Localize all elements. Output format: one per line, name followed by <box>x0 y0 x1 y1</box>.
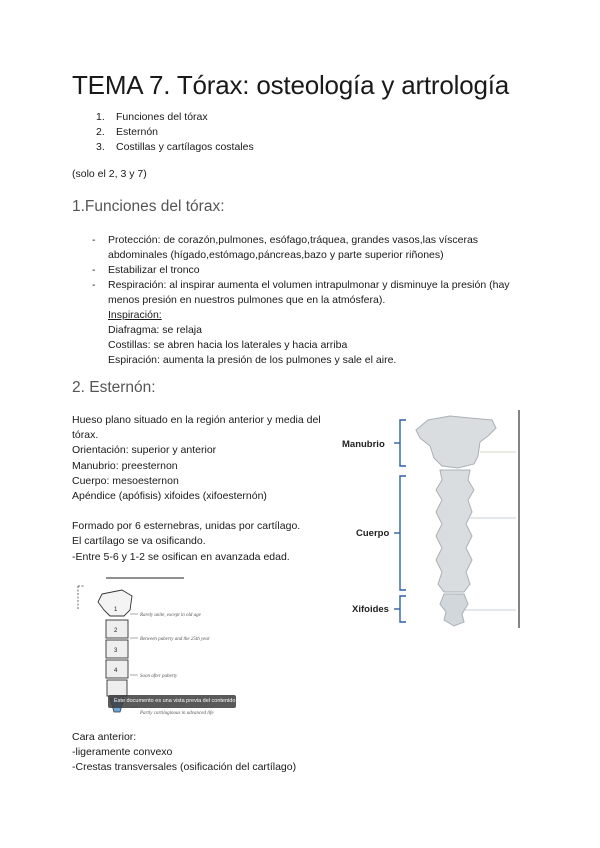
caption-1: Rarely unite, except in old age <box>140 613 201 618</box>
desc-line: Formado por 6 esternebras, unidas por cartílago. <box>72 520 301 533</box>
label-xifoides: Xifoides <box>352 604 389 615</box>
toc-label: Funciones del tórax <box>116 111 208 123</box>
toc-item <box>96 110 254 125</box>
segment-number: 4 <box>114 668 118 674</box>
inspiracion-label: Inspiración: <box>108 309 162 321</box>
cara-anterior-title: Cara anterior: <box>72 731 137 743</box>
cara-anterior <box>72 730 296 776</box>
toc-number: 2. <box>96 126 105 138</box>
cara-anterior-item: -ligeramente convexo <box>72 746 173 759</box>
desc-line: Cuerpo: mesoesternon <box>72 474 179 487</box>
segment-number: 2 <box>114 628 118 634</box>
bullet-respiracion <box>92 278 532 368</box>
sternum-illustration <box>330 408 520 630</box>
toc-label: Costillas y cartílagos costales <box>116 141 254 153</box>
cuerpo-bracket <box>400 476 406 590</box>
funciones-list <box>92 233 532 368</box>
toc-item <box>96 125 254 140</box>
desc-line: El cartílago se va osificando. <box>72 535 206 548</box>
costillas-text: Costillas: se abren hacia los laterales y hacia arriba <box>108 339 348 351</box>
toc-number: 1. <box>96 111 105 123</box>
caption-2: Between puberty and the 25th year <box>140 637 210 642</box>
desc-line: Hueso plano situado en la región anterior y media del tórax. <box>72 414 321 442</box>
desc-line: Manubrio: preesternon <box>72 459 178 472</box>
segment-number: 3 <box>114 648 118 654</box>
section-heading-funciones: 1.Funciones del tórax: <box>72 198 225 215</box>
diafragma-text: Diafragma: se relaja <box>108 324 202 336</box>
desc-line: Orientación: superior y anterior <box>72 444 217 457</box>
xiphoid-shape <box>440 594 468 626</box>
caption-3: Soon after puberty <box>140 674 178 679</box>
desc-line: -Entre 5-6 y 1-2 se osifican en avanzada edad. <box>72 550 290 563</box>
desc-line: Apéndice (apófisis) xifoides (xifoesternón) <box>72 490 267 503</box>
table-of-contents <box>96 110 254 155</box>
segment-number: 1 <box>114 607 118 613</box>
cara-anterior-item: -Crestas transversales (osificación del cartílago) <box>72 761 297 774</box>
toc-item <box>96 140 254 155</box>
espiracion-text: Espiración: aumenta la presión de los pulmones y sale el aire. <box>108 354 397 366</box>
respiracion-text: - Respiración: al inspirar aumenta el volumen intrapulmonar y disminuye la presión (hay menos presión en nuestros pulmones que en la atmósfera). <box>108 279 510 306</box>
caption-4: Partly cartilaginous in advanced life <box>140 711 214 716</box>
manubrio-bracket <box>400 420 406 466</box>
body-shape <box>436 470 474 592</box>
page-title: TEMA 7. Tórax: osteología y artrología <box>72 70 510 100</box>
preview-tooltip: Este documento es una vista previa del contenido <box>108 695 236 708</box>
bullet-proteccion: - Protección: de corazón,pulmones, esófago,tráquea, grandes vasos,las vísceras abdominales (hígado,estómago,páncreas,bazo y parte superior riñones) <box>92 233 532 263</box>
section-heading-esternon: 2. Esternón: <box>72 379 156 396</box>
scope-note: (solo el 2, 3 y 7) <box>72 168 147 180</box>
esternon-description <box>72 413 332 565</box>
toc-label: Esternón <box>116 126 159 138</box>
toc-number: 3. <box>96 141 105 153</box>
label-manubrio: Manubrio <box>342 439 385 450</box>
label-cuerpo: Cuerpo <box>356 528 390 539</box>
bullet-estabilizar: - Estabilizar el tronco <box>92 263 532 278</box>
manubrium-shape <box>416 416 496 468</box>
xifoides-bracket <box>400 596 406 622</box>
